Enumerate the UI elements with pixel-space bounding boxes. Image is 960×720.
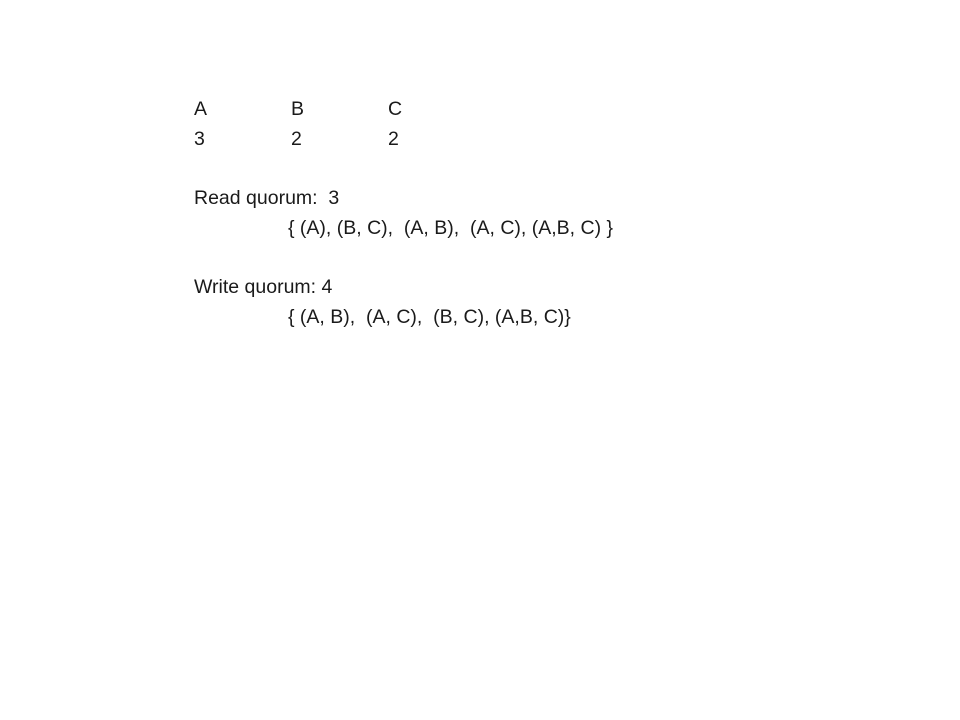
slide-content [194,94,914,332]
write-quorum-label: Write quorum: 4 [194,276,333,298]
write-quorum-sets: { (A, B), (A, C), (B, C), (A,B, C)} [288,306,571,328]
node-vote-row [194,124,914,154]
node-header-row [194,94,914,124]
node-header-a: A [194,98,208,120]
spacer [194,243,914,272]
read-quorum-sets: { (A), (B, C), (A, B), (A, C), (A,B, C) } [288,217,614,239]
spacer [194,154,914,183]
read-quorum-label: Read quorum: 3 [194,187,340,209]
node-header-b: B [291,98,305,120]
node-vote-a: 3 [194,128,205,150]
node-header-c: C [388,98,403,120]
node-vote-c: 2 [388,128,399,150]
node-vote-b: 2 [291,128,302,150]
